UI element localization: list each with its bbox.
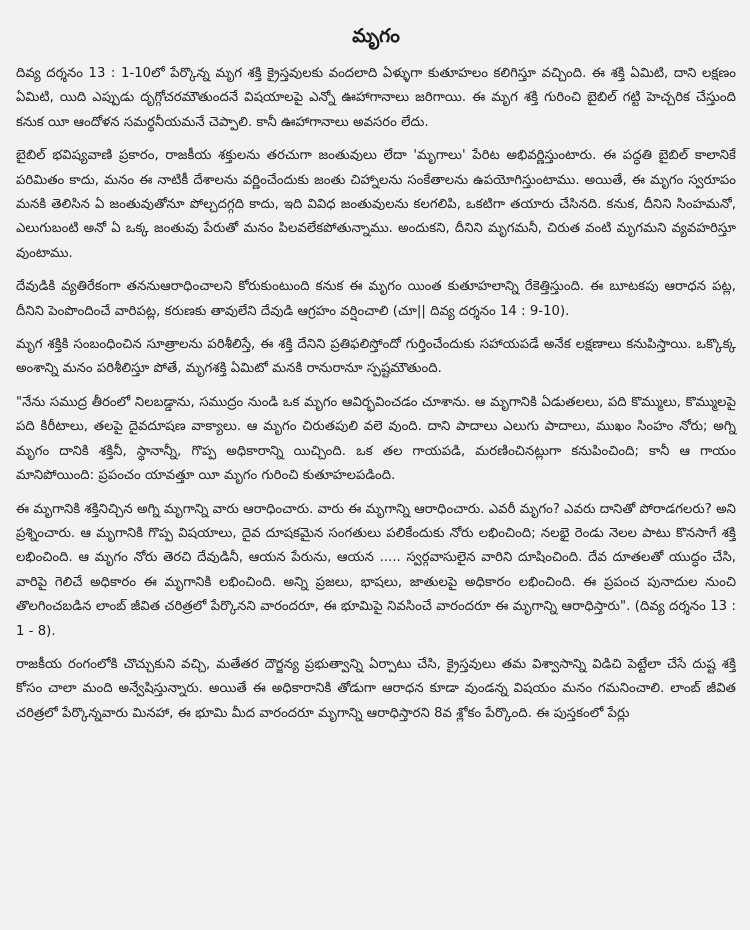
- paragraph-1: దివ్య దర్శనం 13 : 1-10లో పేర్కొన్న మృగ శక్తి క్రైస్తవులకు వందలాది ఏళ్ళుగా కుతూహలం కలిగిస్తూ వచ్చింది. ఈ శక్తి ఏమిటి, దాని లక్షణం ఏమిటి, యిది ఎప్పుడు దృగ్గోచరమౌతుందనే విషయాలపై ఎన్నో ఊహాగానాలు జరిగాయి. ఈ మృగ శక్తి గురించి బైబిల్ గట్టి హెచ్చరిక చేస్తుంది కనుక యీ ఆందోళన సమర్థనీయమనే చెప్పాలి. కానీ ఊహాగానాలు అవసరం లేదు.: [16, 66, 736, 130]
- paragraph-2: బైబిల్ భవిష్యవాణి ప్రకారం, రాజకీయ శక్తులను తరచుగా జంతువులు లేదా 'మృగాలు' పేరిట అభివర్ణిస్తుంటారు. ఈ పద్ధతి బైబిల్ కాలానికే పరిమితం కాదు, మనం ఈ నాటికీ దేశాలను వర్ణించేందుకు జంతు చిహ్నాలను సంకేతాలను ఉపయోగిస్తుంటాము. అయితే, ఈ మృగం స్వరూపం మనకి తెలిసిన ఏ జంతువుతోనూ పోల్చదగ్గది కాదు, ఇది వివిధ జంతువులను కలగలిపి, ఒకటిగా తయారు చేసినది. కనుక, దీనిని సింహమనో, ఎలుగుబంటి అనో ఏ ఒక్క జంతువు పేరుతో మనం పిలవలేకపోతున్నాము. అందుకని, దీనిని మృగమనీ, చిరుత వంటి మృగమని వ్యవహరిస్తూ వుంటాము.: [16, 148, 736, 261]
- quote-paragraph-2: ఈ మృగానికి శక్తినిచ్చిన అగ్ని మృగాన్ని వారు ఆరాధించారు. వారు ఈ మృగాన్ని ఆరాధించారు. ఎవరీ మృగం? ఎవరు దానితో పోరాడగలరు? అని ప్రశ్నించారు. ఆ మృగానికి గొప్ప విషయాలు, దైవ దూషకమైన సంగతులు పలికేందుకు నోరు లభించింది; నలభై రెండు నెలల పాటు కొనసాగే శక్తి లభించింది. ఆ మృగం నోరు తెరచి దేవుడినీ, ఆయన పేరును, ఆయన ..... స్వర్గవాసులైన వారిని దూషించింది. దేవ దూతలతో యుద్ధం చేసి, వారిపై గెలిచే అధికారం ఈ మృగానికి లభించింది. అన్ని ప్రజలు, భాషలు, జాతులపై అధికారం లభించింది. ఈ ప్రపంచ పునాదుల నుంచి తొలగించబడిన లాంబ్ జీవిత చరిత్రలో పేర్కొనని వారందరూ, ఈ భూమిపై నివసించే వారందరూ ఈ మృగాన్ని ఆరాధిస్తారు". (దివ్య దర్శనం 13 : 1 - 8).: [16, 501, 736, 639]
- paragraph-3: దేవుడికి వ్యతిరేకంగా తననుఆరాధించాలని కోరుకుంటుంది కనుక ఈ మృగం యింత కుతూహలాన్ని రేకెత్తిస్తుంది. ఈ బూటకపు ఆరాధన పట్ల, దీనిని పెంపొందించే వారిపట్ల, కరుణకు తావులేని దేవుడి ఆగ్రహం వర్షించాలి (చూ|| దివ్య దర్శనం 14 : 9-10).: [16, 279, 736, 319]
- paragraph-4: మృగ శక్తికి సంబంధించిన సూత్రాలను పరిశీలిస్తే, ఈ శక్తి దేనిని ప్రతిఫలిస్తోందో గుర్తించేందుకు సహాయపడే అనేక లక్షణాలు కనుపిస్తాయి. ఒక్కొక్క అంశాన్ని మనం పరిశీలిస్తూ పోతే, మృగశక్తి ఏమిటో మనకి రానురానూ స్పష్టమౌతుంది.: [16, 337, 736, 377]
- page-title: మృగం: [352, 25, 400, 47]
- paragraph-7: రాజకీయ రంగంలోకి చొచ్చుకుని వచ్చి, మతేతర దౌర్జన్య ప్రభుత్వాన్ని ఏర్పాటు చేసి, క్రైస్తవులు తమ విశ్వాసాన్ని విడిచి పెట్టేలా చేసే దుష్ట శక్తి కోసం చాలా మంది అన్వేషిస్తున్నారు. అయితే ఈ అధికారానికి తోడుగా ఆరాధన కూడా వుండన్న విషయం మనం గమనించాలి. లాంబ్ జీవిత చరిత్రలో పేర్కొన్నవారు మినహా, ఈ భూమి మీద వారందరూ మృగాన్ని ఆరాధిస్తారని 8వ శ్లోకం పేర్కొంది. ఈ పుస్తకంలో పేర్లు: [16, 656, 736, 721]
- quote-paragraph-1: "నేను సముద్ర తీరంలో నిలబడ్డాను, సముద్రం నుండి ఒక మృగం ఆవిర్భవించడం చూశాను. ఆ మృగానికి ఏడుతలలు, పది కొమ్ములు, కొమ్ములపై పది కిరీటాలు, తలపై దైవదూషణ వాక్యాలు. ఆ మృగం చిరుతపులి వలె వుంది. దాని పాదాలు ఎలుగు పాదాలు, ముఖం సింహం నోరు; అగ్ని మృగం దానికి శక్తినీ, స్థానాన్నీ, గొప్ప అధికారాన్ని యిచ్చింది. ఒక తల గాయపడి, మరణించినట్లుగా కనుపించింది; కానీ ఆ గాయం మానిపోయింది: ప్రపంచం యావత్తూ యీ మృగం గురించి కుతూహలపడింది.: [16, 394, 736, 484]
